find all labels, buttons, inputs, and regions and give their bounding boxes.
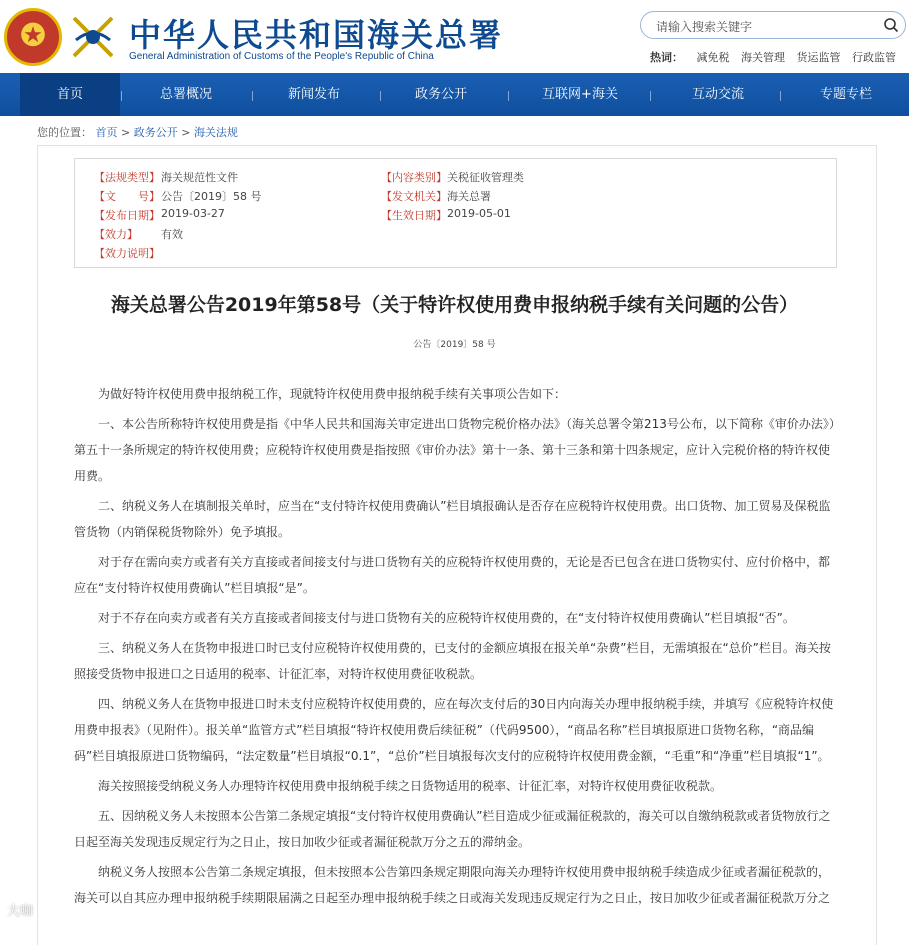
meta-value: 有效 xyxy=(161,228,183,241)
meta-value: 2019-05-01 xyxy=(447,207,511,220)
main-nav xyxy=(0,73,909,116)
national-emblem-icon[interactable]: ★ xyxy=(4,8,62,66)
nav-divider xyxy=(650,91,651,101)
document-title: 海关总署公告2019年第58号（关于特许权使用费申报纳税手续有关问题的公告） xyxy=(110,294,799,316)
search-placeholder: 请输入搜索关键字 xyxy=(656,20,753,34)
nav-item-home[interactable]: 首页 xyxy=(20,73,120,116)
breadcrumb-separator: > xyxy=(181,126,194,139)
body-paragraph: 为做好特许权使用费申报纳税工作，现就特许权使用费申报纳税手续有关事项公告如下： xyxy=(98,387,567,401)
nav-divider xyxy=(121,91,122,101)
hot-word-link[interactable]: 货运监管 xyxy=(796,51,841,64)
body-paragraph: 对于存在需向卖方或者有关方直接或者间接支付与进口货物有关的应税特许权使用费的，无论是否已包含在进口货物实付、应付价格中，都应在“支付特许权使用费确认”栏目填报“是”。 xyxy=(74,555,831,595)
nav-divider xyxy=(380,91,381,101)
meta-label: 【效力说明】 xyxy=(94,247,160,260)
search-icon[interactable] xyxy=(883,17,899,33)
meta-value: 公告〔2019〕58 号 xyxy=(161,190,262,203)
hot-words xyxy=(650,49,904,65)
nav-item-news[interactable]: 新闻发布 xyxy=(287,87,340,102)
meta-label: 【发布日期】 xyxy=(94,209,160,222)
meta-label: 【内容类别】 xyxy=(381,171,447,184)
site-header xyxy=(0,0,909,73)
breadcrumb xyxy=(37,124,238,140)
nav-item-interaction[interactable]: 互动交流 xyxy=(691,87,744,102)
body-paragraph: 四、纳税义务人在货物申报进口时未支付应税特许权使用费的，应在每次支付后的30日内向海关办理申报纳税手续，并填写《应税特许权使用费申报表》（见附件）。报关单“监管方式”栏目填报“特许权使用费后续征税”（代码9500），“商品名称”栏目填报原进口货物名称，“商品编码”栏目填报原进口货物编码，“法定数量”栏目填报“0.1”，“总价”栏目填报每次支付的应税特许权使用费金额，“毛重”和“净重”栏目填报“1”。 xyxy=(74,697,834,763)
customs-emblem-icon xyxy=(66,10,120,64)
nav-item-internet-customs[interactable]: 互联网+海关 xyxy=(542,87,618,102)
meta-value: 海关规范性文件 xyxy=(161,171,238,184)
nav-divider xyxy=(252,91,253,101)
meta-value: 关税征收管理类 xyxy=(447,171,524,184)
breadcrumb-prefix: 您的位置： xyxy=(37,126,92,139)
nav-item-gov-affairs[interactable]: 政务公开 xyxy=(414,87,467,102)
document-body xyxy=(74,381,837,915)
hot-word-link[interactable]: 海关管理 xyxy=(741,51,785,64)
body-paragraph: 纳税义务人按照本公告第二条规定填报，但未按照本公告第四条规定期限向海关办理特许权使用费申报纳税手续造成少征或者漏征税款的，海关可以自其应办理申报纳税手续期限届满之日起至办理申报纳税手续之日或海关发现违反规定行为之日止，按日加收少征或者漏征税款万分之 xyxy=(74,865,831,905)
hot-words-label: 热词： xyxy=(650,51,683,64)
breadcrumb-gov-affairs[interactable]: 政务公开 xyxy=(133,126,178,139)
breadcrumb-regulations[interactable]: 海关法规 xyxy=(193,126,238,139)
breadcrumb-separator: > xyxy=(121,126,134,139)
breadcrumb-home[interactable]: 首页 xyxy=(95,126,118,139)
hot-word-link[interactable]: 行政监管 xyxy=(852,51,896,64)
nav-divider xyxy=(508,91,509,101)
body-paragraph: 海关按照接受纳税义务人办理特许权使用费申报纳税手续之日货物适用的税率、计征汇率，对特许权使用费征收税款。 xyxy=(98,779,723,793)
meta-label: 【生效日期】 xyxy=(381,209,447,222)
meta-label: 【效力】 xyxy=(94,228,138,241)
body-paragraph: 三、纳税义务人在货物申报进口时已支付应税特许权使用费的，已支付的金额应填报在报关单“杂费”栏目，无需填报在“总价”栏目。海关按照接受货物申报进口之日适用的税率、计征汇率，对特许权使用费征收税款。 xyxy=(74,641,831,681)
body-paragraph: 一、本公告所称特许权使用费是指《中华人民共和国海关审定进出口货物完税价格办法》（海关总署令第213号公布，以下简称《审价办法》）第五十一条所规定的特许权使用费；应税特许权使用费是指按照《审价办法》第十一条、第十三条和第十四条规定，应计入完税价格的特许权使用费。 xyxy=(74,417,835,483)
hot-word-link[interactable]: 减免税 xyxy=(696,51,730,64)
site-title[interactable]: 中华人民共和国海关总署 xyxy=(129,16,504,54)
meta-label: 【文 号】 xyxy=(94,190,160,203)
document-meta-table xyxy=(74,158,837,268)
body-paragraph: 二、纳税义务人在填制报关单时，应当在“支付特许权使用费确认”栏目填报确认是否存在应税特许权使用费。出口货物、加工贸易及保税监管货物（内销保税货物除外）免予填报。 xyxy=(74,499,831,539)
nav-item-topics[interactable]: 专题专栏 xyxy=(819,87,872,102)
meta-value: 海关总署 xyxy=(447,190,491,203)
meta-value: 2019-03-27 xyxy=(161,207,225,220)
watermark-logo: 大咖 xyxy=(7,904,34,919)
meta-label: 【法规类型】 xyxy=(94,171,160,184)
document-number: 公告〔2019〕58 号 xyxy=(413,340,496,350)
nav-item-about[interactable]: 总署概况 xyxy=(159,87,212,102)
search-input[interactable] xyxy=(640,11,906,39)
body-paragraph: 五、因纳税义务人未按照本公告第二条规定填报“支付特许权使用费确认”栏目造成少征或漏征税款的，海关可以自缴纳税款或者货物放行之日起至海关发现违反规定行为之日止，按日加收少征或者漏征税款万分之五的滞纳金。 xyxy=(74,809,831,849)
body-paragraph: 对于不存在向卖方或者有关方直接或者间接支付与进口货物有关的应税特许权使用费的，在“支付特许权使用费确认”栏目填报“否”。 xyxy=(98,611,795,625)
nav-divider xyxy=(780,91,781,101)
meta-label: 【发文机关】 xyxy=(381,190,447,203)
site-title-en: General Administration of Customs of the People's Republic of China xyxy=(129,51,434,62)
